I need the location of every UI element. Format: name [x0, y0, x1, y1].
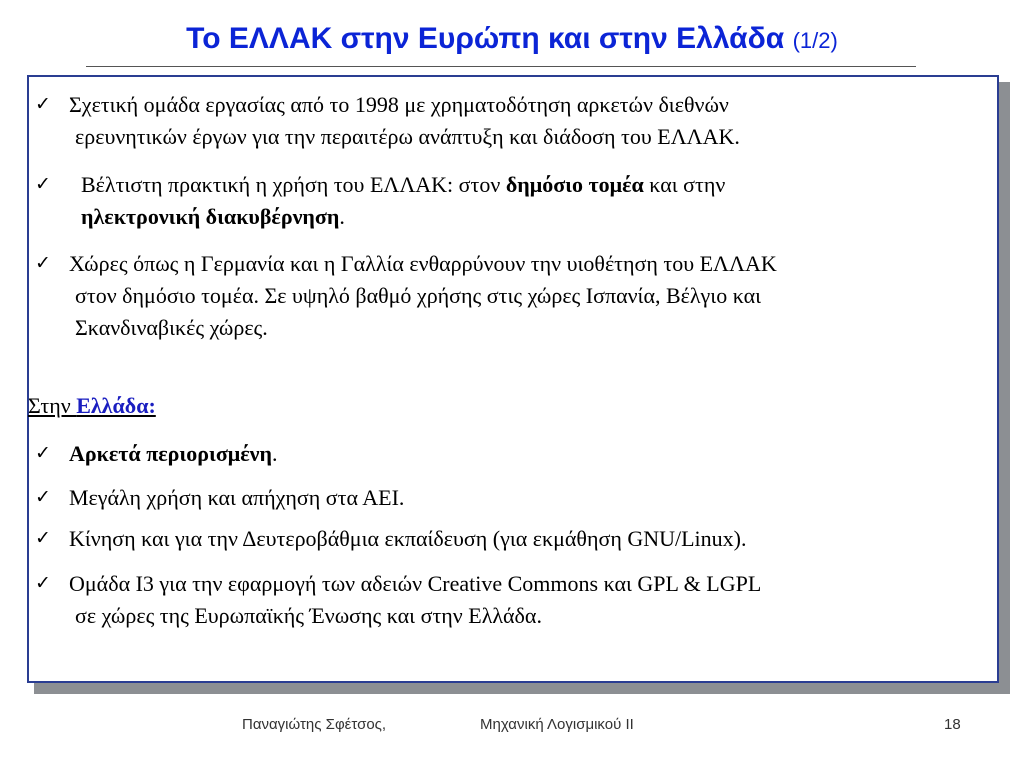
- check-icon: ✓: [35, 173, 51, 195]
- bullet-greece-1: Αρκετά περιορισμένη.: [69, 441, 278, 466]
- check-icon: ✓: [35, 527, 51, 549]
- footer-author: Παναγιώτης Σφέτσος,: [242, 716, 387, 733]
- bullet-europe-2-line-2: ηλεκτρονική διακυβέρνηση.: [81, 204, 345, 229]
- bullet-europe-1-line-2: ερευνητικών έργων για την περαιτέρω ανάπτυξη και διάδοση του ΕΛΛΑΚ.: [75, 124, 740, 149]
- bullet-greece-3: Κίνηση και για την Δευτεροβάθμια εκπαίδευση (για εκμάθηση GNU/Linux).: [69, 526, 747, 551]
- check-icon: ✓: [35, 572, 51, 594]
- check-icon: ✓: [35, 252, 51, 274]
- slide-title: [0, 22, 1024, 56]
- bullet-europe-2-line-1: Βέλτιστη πρακτική η χρήση του ΕΛΛΑΚ: στον δημόσιο τομέα και στην: [81, 172, 726, 197]
- bullet-europe-3-line-2: στον δημόσιο τομέα. Σε υψηλό βαθμό χρήσης στις χώρες Ισπανία, Βέλγιο και: [75, 283, 762, 308]
- bullet-greece-4-line-1: Ομάδα Ι3 για την εφαρμογή των αδειών Creative Commons και GPL & LGPL: [69, 571, 762, 596]
- bullet-europe-2-emphasis-2: ηλεκτρονική διακυβέρνηση: [81, 204, 340, 229]
- greece-heading: Στην Ελλάδα:: [28, 393, 156, 418]
- title-divider: [86, 66, 916, 67]
- check-icon: ✓: [35, 93, 51, 115]
- bullet-greece-2: Μεγάλη χρήση και απήχηση στα ΑΕΙ.: [69, 485, 405, 510]
- greece-heading-accent: Ελλάδα:: [76, 393, 156, 418]
- footer-course: Μηχανική Λογισμικού ΙΙ: [480, 716, 634, 733]
- slide-title-main: Το ΕΛΛΑΚ στην Ευρώπη και στην Ελλάδα: [186, 22, 785, 55]
- bullet-greece-1-emphasis: Αρκετά περιορισμένη: [69, 441, 272, 466]
- check-icon: ✓: [35, 442, 51, 464]
- bullet-greece-4-line-2: σε χώρες της Ευρωπαϊκής Ένωσης και στην Ελλάδα.: [75, 603, 542, 628]
- bullet-europe-1-line-1: Σχετική ομάδα εργασίας από το 1998 με χρηματοδότηση αρκετών διεθνών: [69, 92, 729, 117]
- bullet-europe-3-line-3: Σκανδιναβικές χώρες.: [75, 315, 268, 340]
- bullet-europe-3-line-1: Χώρες όπως η Γερμανία και η Γαλλία ενθαρρύνουν την υιοθέτηση του ΕΛΛΑΚ: [69, 251, 777, 276]
- slide-title-page: (1/2): [792, 28, 838, 53]
- bullet-europe-2-emphasis-1: δημόσιο τομέα: [505, 172, 644, 197]
- footer-page-number: 18: [944, 716, 961, 733]
- check-icon: ✓: [35, 486, 51, 508]
